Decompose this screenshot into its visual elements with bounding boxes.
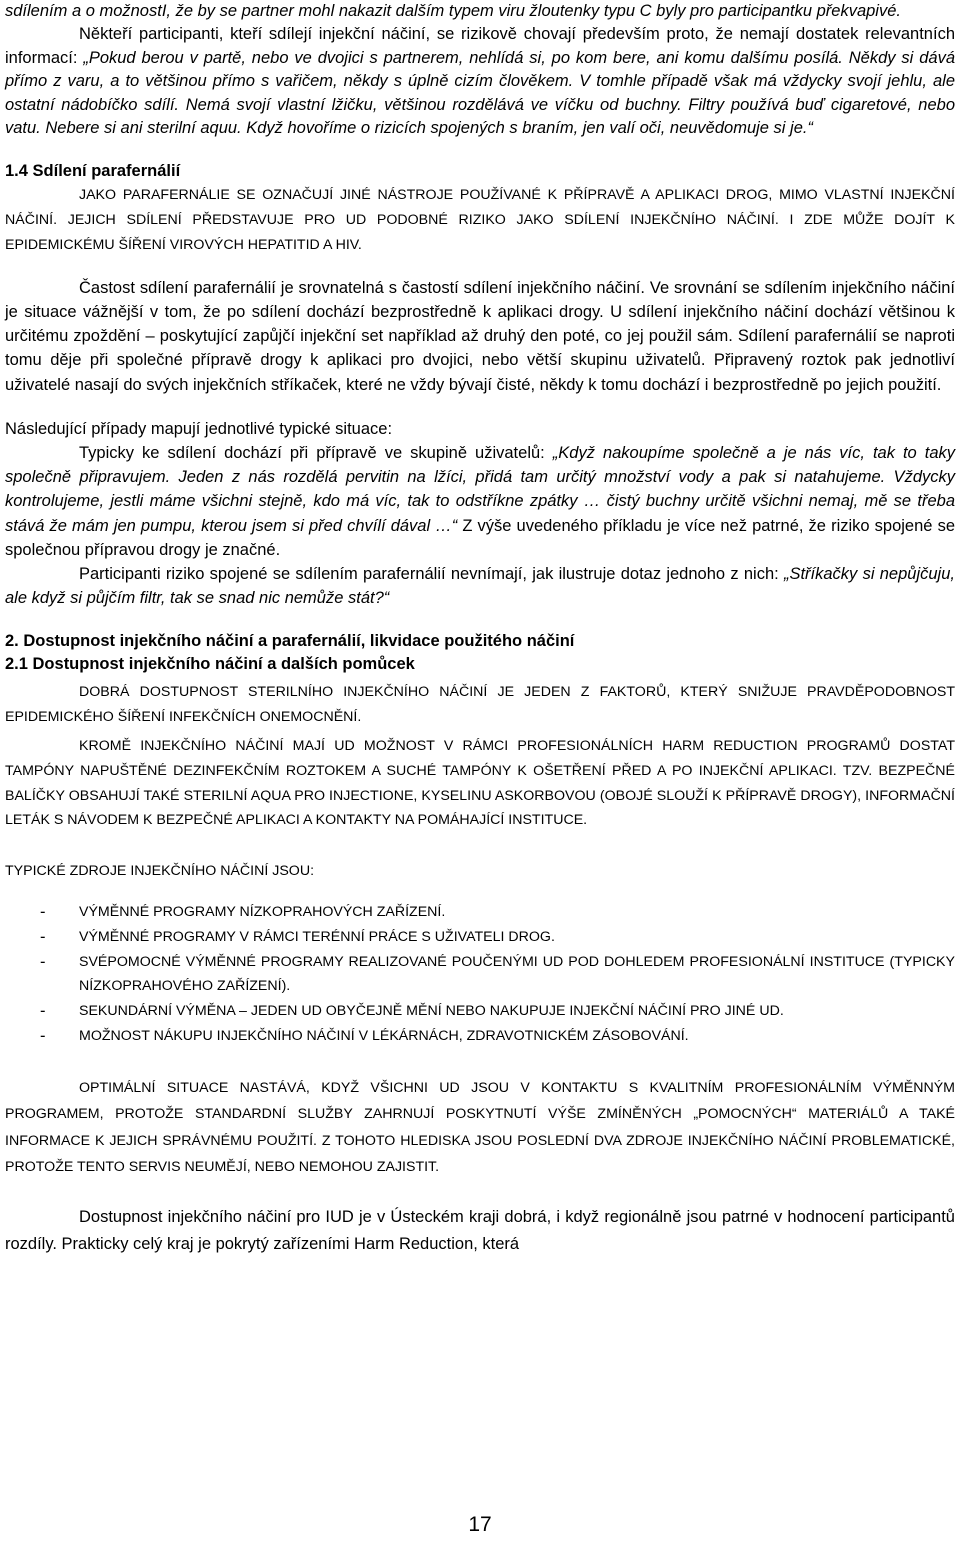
participant-quote: „Když nakoupíme společně a je nás víc, tak to taky společně připravujem. Jeden z nás rozdělá pervitin na lžíci, přidá tam určitý množství vody a pak si natahujeme. Vždycky kontrolujeme, jestli máme všichni stejně, kdo má víc, tak to odstříkne zpátky … čistý buchny určitě všichni nemaj, mě se třeba stává že mám jen pumpu, kterou jsem si před chvílí dával …“ [5,444,955,535]
paragraph-group-prep [5,441,955,562]
paragraph-optimal-situation: OPTIMÁLNÍ SITUACE NASTÁVÁ, KDYŽ VŠICHNI UD JSOU V KONTAKTU S KVALITNÍM PROFESIONÁLNÍM VÝMĚNNÝM PROGRAMEM, PROTOŽE STANDARDNÍ SLUŽBY ZAHRNUJÍ POSKYTNUTÍ VÝŠE ZMÍNĚNÝCH „POMOCNÝCH“ MATERIÁLŮ A TAKÉ INFORMACE K JEJICH SPRÁVNÉMU POUŽITÍ. Z TOHOTO HLEDISKA JSOU POSLEDNÍ DVA ZDROJE INJEKČNÍHO NÁČINÍ PROBLEMATICKÉ, PROTOŽE TENTO SERVIS NEUMĚJÍ, NEBO NEMOHOU ZAJISTIT. [5,1079,955,1176]
list-item: - MOŽNOST NÁKUPU INJEKČNÍHO NÁČINÍ V LÉKÁRNÁCH, ZDRAVOTNICKÉM ZÁSOBOVÁNÍ. [40,1027,689,1046]
section-intro-smallcaps: JAKO PARAFERNÁLIE SE OZNAČUJÍ JINÉ NÁSTROJE POUŽÍVANÉ K PŘÍPRAVĚ A APLIKACI DROG, MIMO VLASTNÍ INJEKČNÍ NÁČINÍ. JEJICH SDÍLENÍ PŘEDSTAVUJE PRO UD PODOBNÉ RIZIKO JAKO SDÍLENÍ INJEKČNÍHO NÁČINÍ. I ZDE MŮŽE DOJÍT K EPIDEMICKÉMU ŠÍŘENÍ VIROVÝCH HEPATITID A HIV. [5,187,955,254]
paragraph-cases-intro: Následující případy mapují jednotlivé typické situace: [5,419,393,438]
paragraph-informations [5,23,955,140]
paragraph-text-tail: Z výše uvedeného příkladu je více než patrné, že riziko spojené se společnou přípravou drogy je značné. [5,516,955,559]
section-heading-1-4: 1.4 Sdílení parafernálií [5,162,181,181]
paragraph-regional-availability: Dostupnost injekčního náčiní pro IUD je v Ústeckém kraji dobrá, i když regionálně jsou patrné v hodnocení participantů rozdíly. Prakticky celý kraj je pokrytý zařízeními Harm Reduction, která [5,1208,955,1253]
paragraph-text: Někteří participanti, kteří sdílejí injekční náčiní, se rizikově chovají především proto, že nemají dostatek relevantních informací: [5,25,955,67]
quote-end-previous: sdílením a o možnostI, že by se partner mohl nakazit dalším typem viru žloutenky typu C byly pro participantku překvapivé. [5,2,901,20]
sources-list [5,900,955,1049]
list-item: - SEKUNDÁRNÍ VÝMĚNA – JEDEN UD OBYČEJNĚ MĚNÍ NEBO NAKUPUJE INJEKČNÍ NÁČINÍ PRO JINÉ UD. [40,1002,784,1021]
section-heading-2: 2. Dostupnost injekčního náčiní a parafernálií, likvidace použitého náčiní [5,632,575,651]
page-number: 17 [468,1513,492,1536]
list-item: - VÝMĚNNÉ PROGRAMY V RÁMCI TERÉNNÍ PRÁCE S UŽIVATELI DROG. [40,927,555,946]
list-item: - SVÉPOMOCNÉ VÝMĚNNÉ PROGRAMY REALIZOVANÉ POUČENÝMI UD POD DOHLEDEM PROFESIONÁLNÍ INSTITUCE (TYPICKY NÍZKOPRAHOVÉHO ZAŘÍZENÍ). [40,952,955,995]
paragraph-availability: DOBRÁ DOSTUPNOST STERILNÍHO INJEKČNÍHO NÁČINÍ JE JEDEN Z FAKTORŮ, KTERÝ SNIŽUJE PRAVDĚPODOBNOST EPIDEMICKÉHO ŠÍŘENÍ INFEKČNÍCH ONEMOCNĚNÍ. [5,684,955,726]
paragraph-top [5,0,955,23]
participant-quote: „Pokud berou v partě, nebo ve dvojici s partnerem, nehlídá si, po kom bere, ani komu dalšímu posílá. Někdy si dává přímo z varu, a to většinou přímo s vařičem, někdy s úplně cizím člověkem. V tomhle případě však má vždycky svojí jehlu, ale ostatní nádobíčko sdílí. Nemá svojí vlastní lžičku, většinou rozdělává ve víčku od buchny. Filtry používá buď cigaretové, nebo vatu. Nebere si ani sterilní aquu. Když hovoříme o rizicích spojených s braním, jen valí oči, neuvědomuje si je.“ [5,48,955,138]
paragraph-text: Typicky ke sdílení dochází při přípravě ve skupině uživatelů: [79,444,553,463]
section-heading-2-1: 2.1 Dostupnost injekčního náčiní a dalších pomůcek [5,655,415,674]
paragraph-frequency: Častost sdílení parafernálií je srovnatelná s častostí sdílení injekčního náčiní. Ve srovnání se sdílením injekčního náčiní je situace vážnější v tom, že po sdílení dochází bezprostředně k aplikaci drogy. U sdílení injekčního náčiní dochází většinou k určitému zpoždění – poskytující zapůjčí injekční set například až druhý den poté, co jej použil sám. Sdílení parafernálií se naproti tomu děje při společné přípravě drogy k aplikaci pro dvojici, nebo větší skupinu uživatelů. Připravený roztok pak jednotliví uživatelé nasají do svých injekčních stříkaček, které ne vždy bývají čisté, někdy k tomu dochází i bezprostředně po jejich použití. [5,278,955,394]
sources-intro: TYPICKÉ ZDROJE INJEKČNÍHO NÁČINÍ JSOU: [5,863,315,880]
paragraph-risk-perception [5,562,955,610]
list-item: - VÝMĚNNÉ PROGRAMY NÍZKOPRAHOVÝCH ZAŘÍZENÍ. [40,903,446,922]
participant-quote: „Stříkačky si nepůjčuju, ale když si půjčím filtr, tak se snad nic nemůže stát?“ [5,565,955,608]
paragraph-harm-reduction: KROMĚ INJEKČNÍHO NÁČINÍ MAJÍ UD MOŽNOST V RÁMCI PROFESIONÁLNÍCH HARM REDUCTION PROGRAMŮ DOSTAT TAMPÓNY NAPUŠTĚNÉ DEZINFEKČNÍM ROZTOKEM A SUCHÉ TAMPÓNY K OŠETŘENÍ PŘED A PO INJEKČNÍ APLIKACI. TZV. BEZPEČNÉ BALÍČKY OBSAHUJÍ TAKÉ STERILNÍ AQUA PRO INJECTIONE, KYSELINU ASKORBOVOU (OBOJÉ SLOUŽÍ K PŘÍPRAVĚ DROGY), INFORMAČNÍ LETÁK S NÁVODEM K BEZPEČNÉ APLIKACI A KONTAKTY NA POMÁHAJÍCÍ INSTITUCE. [5,738,955,829]
paragraph-text: Participanti riziko spojené se sdílením parafernálií nevnímají, jak ilustruje dotaz jednoho z nich: [79,565,784,584]
